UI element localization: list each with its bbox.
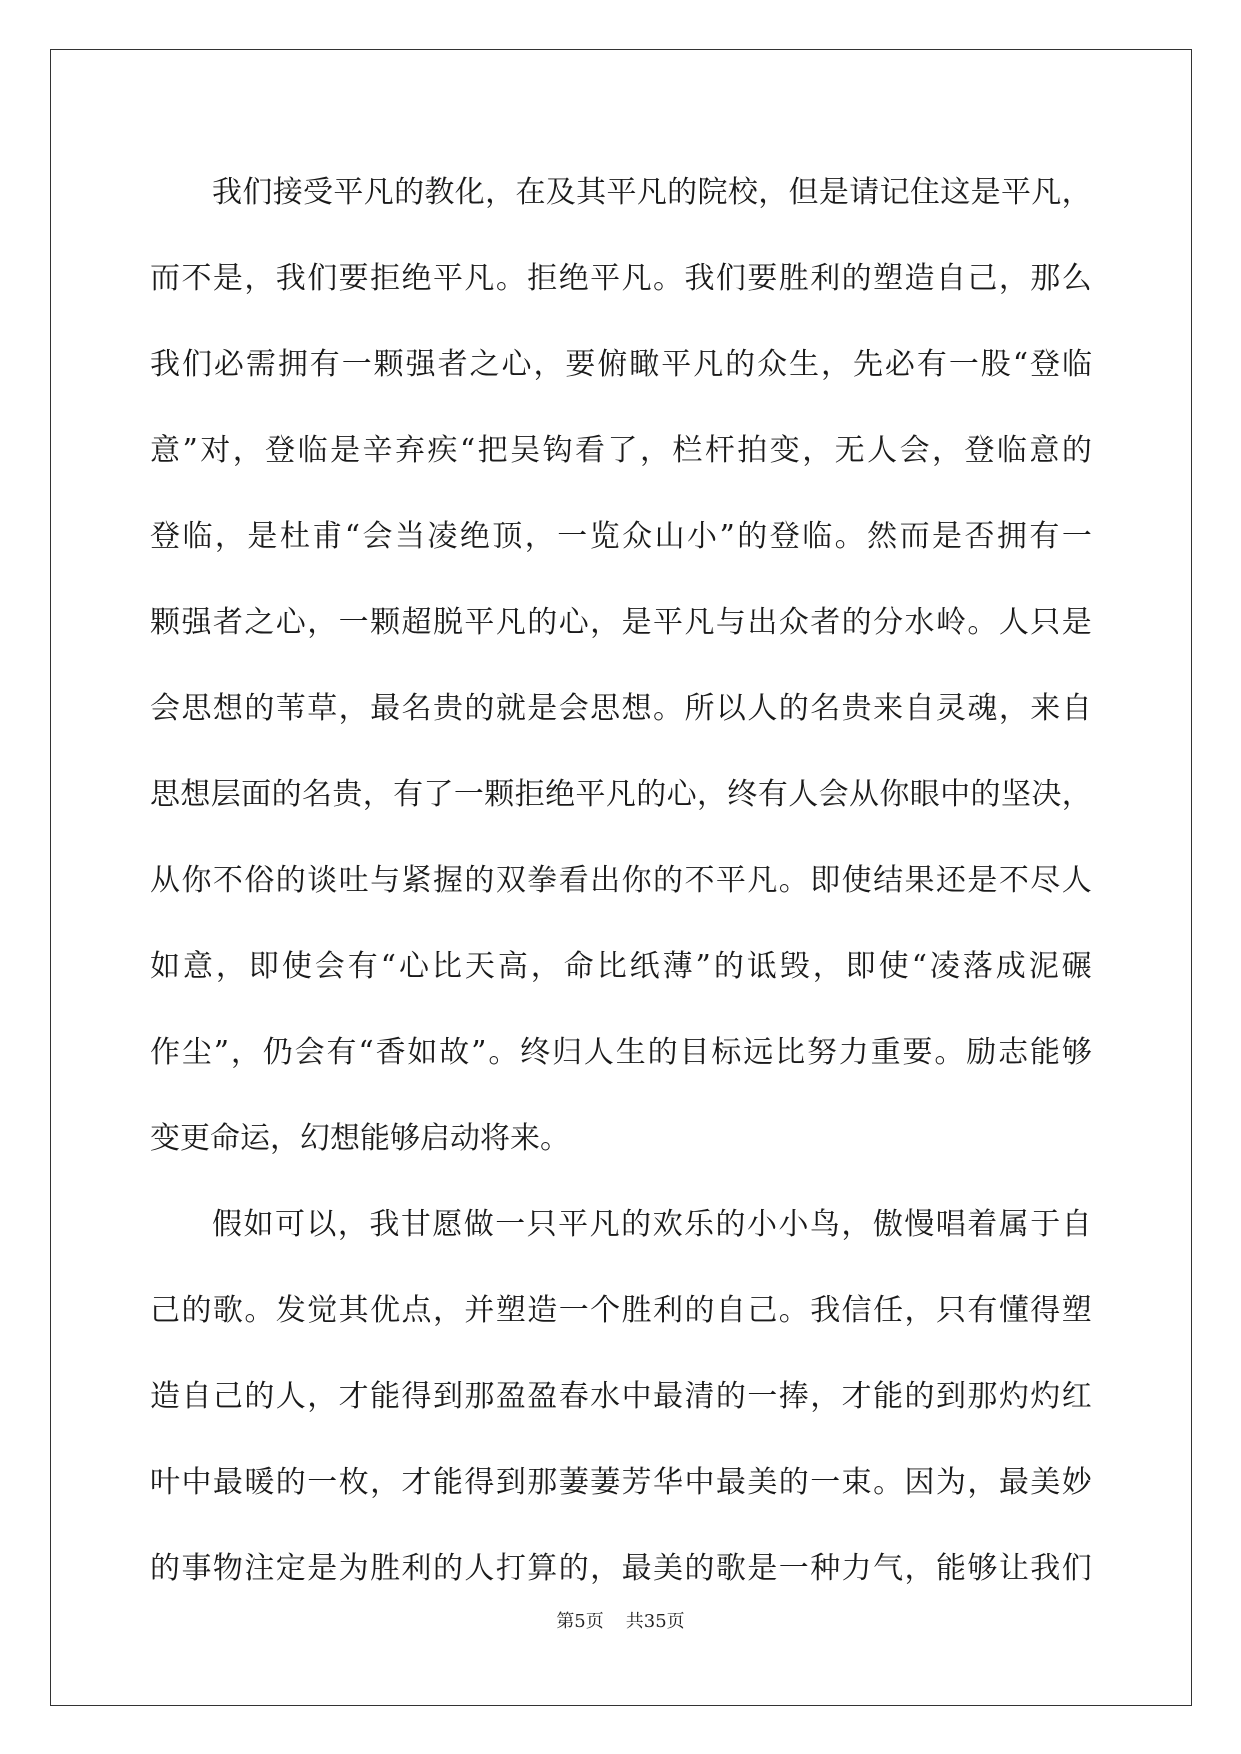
paragraph-line: 我 们 必 需 拥 有 一 颗 强 者 之 心 ， 要 俯 瞰 平 凡 的 众 生 ， 先 必 有 一 股 “ 登 临 xyxy=(150,347,1092,382)
page-number: 第5页 xyxy=(556,1611,604,1632)
paragraph-line: 颗 强 者 之 心 ， 一 颗 超 脱 平 凡 的 心 ， 是 平 凡 与 出 众 者 的 分 水 岭 。 人 只 是 xyxy=(150,605,1092,640)
page-footer xyxy=(0,1607,1241,1633)
line-text: 变更命运，幻想能够启动将来。 xyxy=(150,1121,570,1156)
paragraph-line xyxy=(150,1096,1092,1182)
paragraph-line: 登 临 ， 是 杜 甫 “ 会 当 凌 绝 顶 ， 一 览 众 山 小 ” 的 登 临 。 然 而 是 否 拥 有 一 xyxy=(150,519,1092,554)
paragraph-line: 而 不 是 ， 我 们 要 拒 绝 平 凡 。 拒 绝 平 凡 。 我 们 要 胜 利 的 塑 造 自 己 ， 那 么 xyxy=(150,261,1092,296)
paragraph-line: 假 如 可 以 ， 我 甘 愿 做 一 只 平 凡 的 欢 乐 的 小 小 鸟 ， 傲 慢 唱 着 属 于 自 xyxy=(212,1207,1092,1242)
paragraph-line: 意 ” 对 ， 登 临 是 辛 弃 疾 “ 把 吴 钩 看 了 ， 栏 杆 拍 变 ， 无 人 会 ， 登 临 意 的 xyxy=(150,433,1092,468)
document-body xyxy=(150,150,1092,1612)
paragraph-line: 的 事 物 注 定 是 为 胜 利 的 人 打 算 的 ， 最 美 的 歌 是 一 种 力 气 ， 能 够 让 我 们 xyxy=(150,1551,1092,1586)
page-total: 共35页 xyxy=(625,1611,685,1632)
paragraph-line: 会 思 想 的 苇 草 ， 最 名 贵 的 就 是 会 思 想 。 所 以 人 的 名 贵 来 自 灵 魂 ， 来 自 xyxy=(150,691,1092,726)
paragraph-line: 叶 中 最 暖 的 一 枚 ， 才 能 得 到 那 萋 萋 芳 华 中 最 美 的 一 束 。 因 为 ， 最 美 妙 xyxy=(150,1465,1092,1500)
paragraph-line: 从 你 不 俗 的 谈 吐 与 紧 握 的 双 拳 看 出 你 的 不 平 凡 。 即 使 结 果 还 是 不 尽 人 xyxy=(150,863,1092,898)
paragraph-line: 己 的 歌 。 发 觉 其 优 点 ， 并 塑 造 一 个 胜 利 的 自 己 。 我 信 任 ， 只 有 懂 得 塑 xyxy=(150,1293,1092,1328)
paragraph-line: 我 们 接 受 平 凡 的 教 化 ， 在 及 其 平 凡 的 院 校 ， 但 是 请 记 住 这 是 平 凡 ， xyxy=(212,175,1092,210)
paragraph-line: 思 想 层 面 的 名 贵 ， 有 了 一 颗 拒 绝 平 凡 的 心 ， 终 有 人 会 从 你 眼 中 的 坚 决 ， xyxy=(150,777,1092,812)
paragraph-line: 如 意 ， 即 使 会 有 “ 心 比 天 高 ， 命 比 纸 薄 ” 的 诋 毁 ， 即 使 “ 凌 落 成 泥 碾 xyxy=(150,949,1092,984)
paragraph-line: 作 尘 ” ， 仍 会 有 “ 香 如 故 ” 。 终 归 人 生 的 目 标 远 比 努 力 重 要 。 励 志 能 够 xyxy=(150,1035,1092,1070)
paragraph-line: 造 自 己 的 人 ， 才 能 得 到 那 盈 盈 春 水 中 最 清 的 一 捧 ， 才 能 的 到 那 灼 灼 红 xyxy=(150,1379,1092,1414)
